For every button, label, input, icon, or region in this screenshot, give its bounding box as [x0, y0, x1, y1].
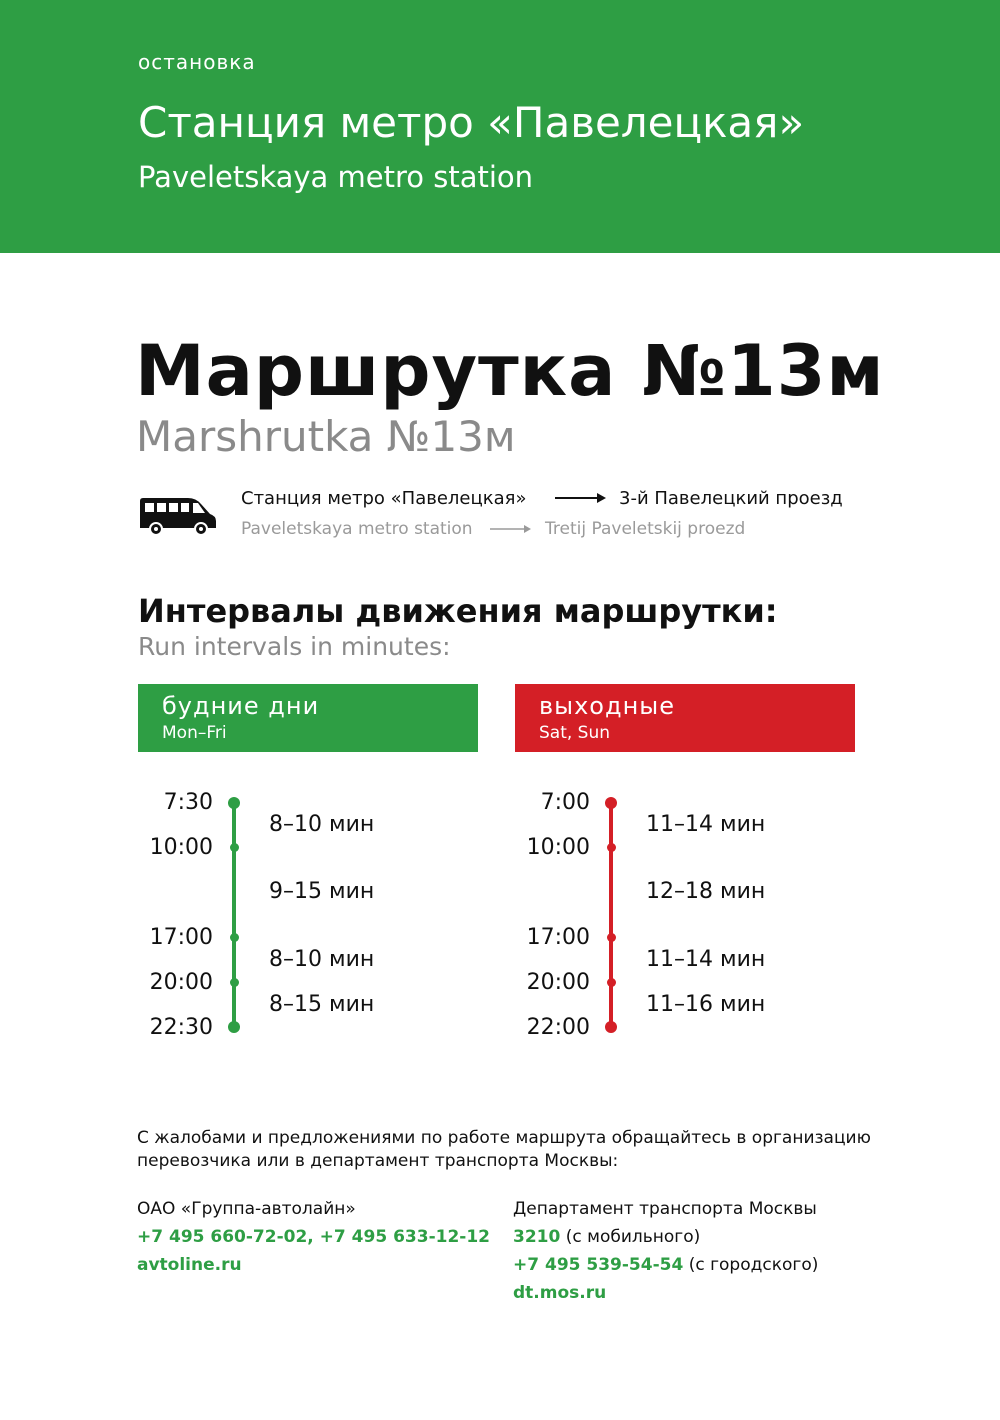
direction-from-ru: Станция метро «Павелецкая» [241, 488, 527, 509]
stop-name-en: Paveletskaya metro station [138, 160, 534, 194]
timeline-dot [607, 978, 616, 987]
arrow-right-icon [555, 492, 607, 504]
interval-label: 8–10 мин [269, 812, 375, 837]
direction-from-en: Paveletskaya metro station [241, 519, 473, 539]
weekday-label-en: Mon–Fri [162, 723, 227, 743]
time-label: 7:30 [163, 790, 213, 815]
intervals-subtitle: Run intervals in minutes: [138, 632, 451, 661]
department-short-note: (с мобильного) [565, 1227, 701, 1247]
route-title-ru: Маршрутка №13м [135, 330, 885, 412]
weekday-timeline [138, 790, 498, 1050]
time-label: 10:00 [149, 835, 213, 860]
interval-label: 11–16 мин [646, 992, 766, 1017]
carrier-site-link[interactable]: avtoline.ru [137, 1255, 242, 1275]
interval-label: 8–15 мин [269, 992, 375, 1017]
header-banner [0, 0, 1000, 253]
timeline-dot [607, 933, 616, 942]
department-name: Департамент транспорта Москвы [513, 1199, 817, 1219]
direction-to-ru: 3-й Павелецкий проезд [619, 488, 843, 509]
interval-label: 11–14 мин [646, 812, 766, 837]
time-label: 22:00 [526, 1015, 590, 1040]
complaints-note: С жалобами и предложениями по работе маршрута обращайтесь в организацию перевозчика или в департамент транспорта Москвы: [137, 1128, 871, 1171]
timeline-dot [607, 843, 616, 852]
timeline-dot [230, 843, 239, 852]
department-short-number[interactable]: 3210 [513, 1227, 561, 1247]
interval-label: 9–15 мин [269, 879, 375, 904]
timeline-dot [605, 1021, 617, 1033]
carrier-name: ОАО «Группа-автолайн» [137, 1199, 356, 1219]
carrier-contacts [137, 1195, 490, 1279]
timeline-line [609, 802, 613, 1027]
intervals-title: Интервалы движения маршрутки: [138, 592, 778, 630]
timeline-dot [605, 797, 617, 809]
timeline-dot [230, 933, 239, 942]
weekend-header [515, 684, 855, 752]
timeline-dot [228, 1021, 240, 1033]
interval-label: 12–18 мин [646, 879, 766, 904]
weekday-header [138, 684, 478, 752]
time-label: 10:00 [526, 835, 590, 860]
weekend-timeline [515, 790, 875, 1050]
weekend-label-en: Sat, Sun [539, 723, 611, 743]
direction-to-en: Tretij Paveletskij proezd [545, 519, 746, 539]
timeline-dot [230, 978, 239, 987]
timeline-line [232, 802, 236, 1027]
carrier-phones[interactable]: +7 495 660-72-02, +7 495 633-12-12 [137, 1227, 490, 1247]
time-label: 17:00 [526, 925, 590, 950]
stop-kicker: остановка [138, 50, 256, 74]
department-phone-note: (с городского) [688, 1255, 819, 1275]
stop-name-ru: Станция метро «Павелецкая» [138, 98, 805, 147]
time-label: 17:00 [149, 925, 213, 950]
weekday-label-ru: будние дни [162, 692, 320, 720]
minibus-icon [138, 497, 218, 537]
interval-label: 8–10 мин [269, 947, 375, 972]
time-label: 20:00 [149, 970, 213, 995]
time-label: 22:30 [149, 1015, 213, 1040]
department-phone[interactable]: +7 495 539-54-54 [513, 1255, 684, 1275]
department-site-link[interactable]: dt.mos.ru [513, 1283, 607, 1303]
arrow-right-icon [490, 524, 532, 534]
time-label: 20:00 [526, 970, 590, 995]
weekend-label-ru: выходные [539, 692, 675, 720]
department-contacts [513, 1195, 818, 1307]
interval-label: 11–14 мин [646, 947, 766, 972]
route-title-en: Marshrutka №13м [136, 412, 516, 461]
timeline-dot [228, 797, 240, 809]
time-label: 7:00 [540, 790, 590, 815]
